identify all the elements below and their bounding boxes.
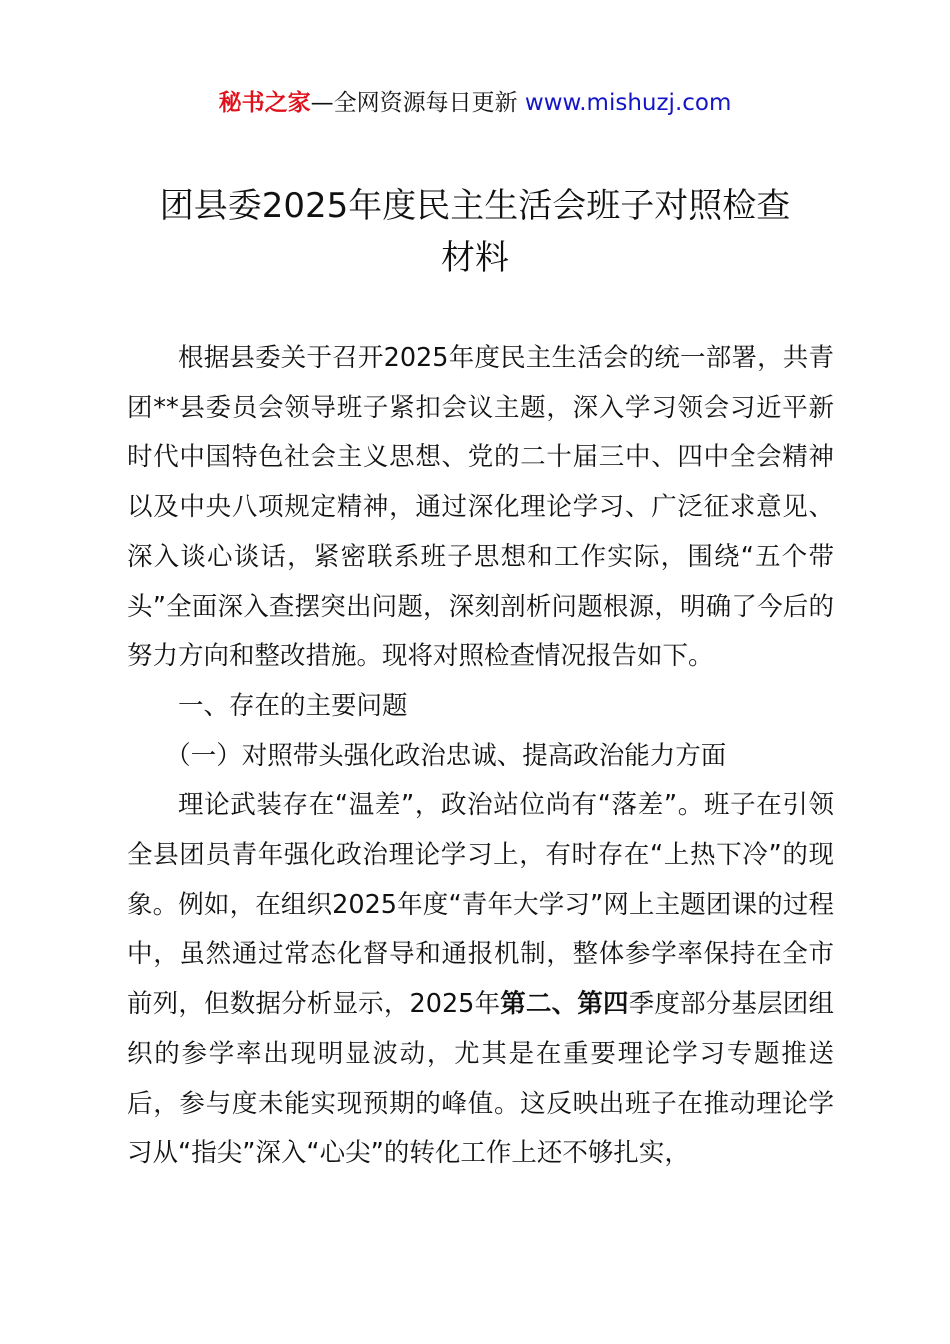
title-line-1: 团县委2025年度民主生活会班子对照检查 [159,186,791,226]
brand-name: 秘书之家 [218,90,311,116]
title-line-2: 材料 [441,238,509,278]
site-header [0,86,950,120]
document-title [100,180,850,284]
site-url-link[interactable]: www.mishuzj.com [524,90,732,116]
bold-text-fourth: 第四 [577,989,629,1020]
bold-separator: 、 [551,989,578,1020]
subsection-heading: （一）对照带头强化政治忠诚、提高政治能力方面 [165,740,727,771]
body-paragraph [127,781,834,1179]
body-text-part-1: 理论武装存在“温差”，政治站位尚有“落差”。班子在引领全县团员青年强化政治理论学习上，有时存在“上热下冷”的现象。例如，在组织2025年度“青年大学习”网上主题团课的过程中，虽然通过常态化督导和通报机制，整体参学率保持在全市前列，但数据分析显示，2025年 [127,790,834,1020]
document-body [127,334,834,1179]
body-text-part-2: 季度部分基层团组织的参学率出现明显波动，尤其是在重要理论学习专题推送后，参与度未能实现预期的峰值。这反映出班子在推动理论学习从“指尖”深入“心尖”的转化工作上还不够扎实， [127,989,834,1169]
header-tagline: —全网资源每日更新 [310,90,525,116]
bold-text-second: 第二 [500,989,552,1020]
section-heading: 一、存在的主要问题 [178,690,408,721]
intro-paragraph: 根据县委关于召开2025年度民主生活会的统一部署，共青团**县委员会领导班子紧扣会议主题，深入学习领会习近平新时代中国特色社会主义思想、党的二十届三中、四中全会精神以及中央八项规定精神，通过深化理论学习、广泛征求意见、深入谈心谈话，紧密联系班子思想和工作实际，围绕“五个带头”全面深入查摆突出问题，深刻剖析问题根源，明确了今后的努力方向和整改措施。现将对照检查情况报告如下。 [127,343,834,672]
